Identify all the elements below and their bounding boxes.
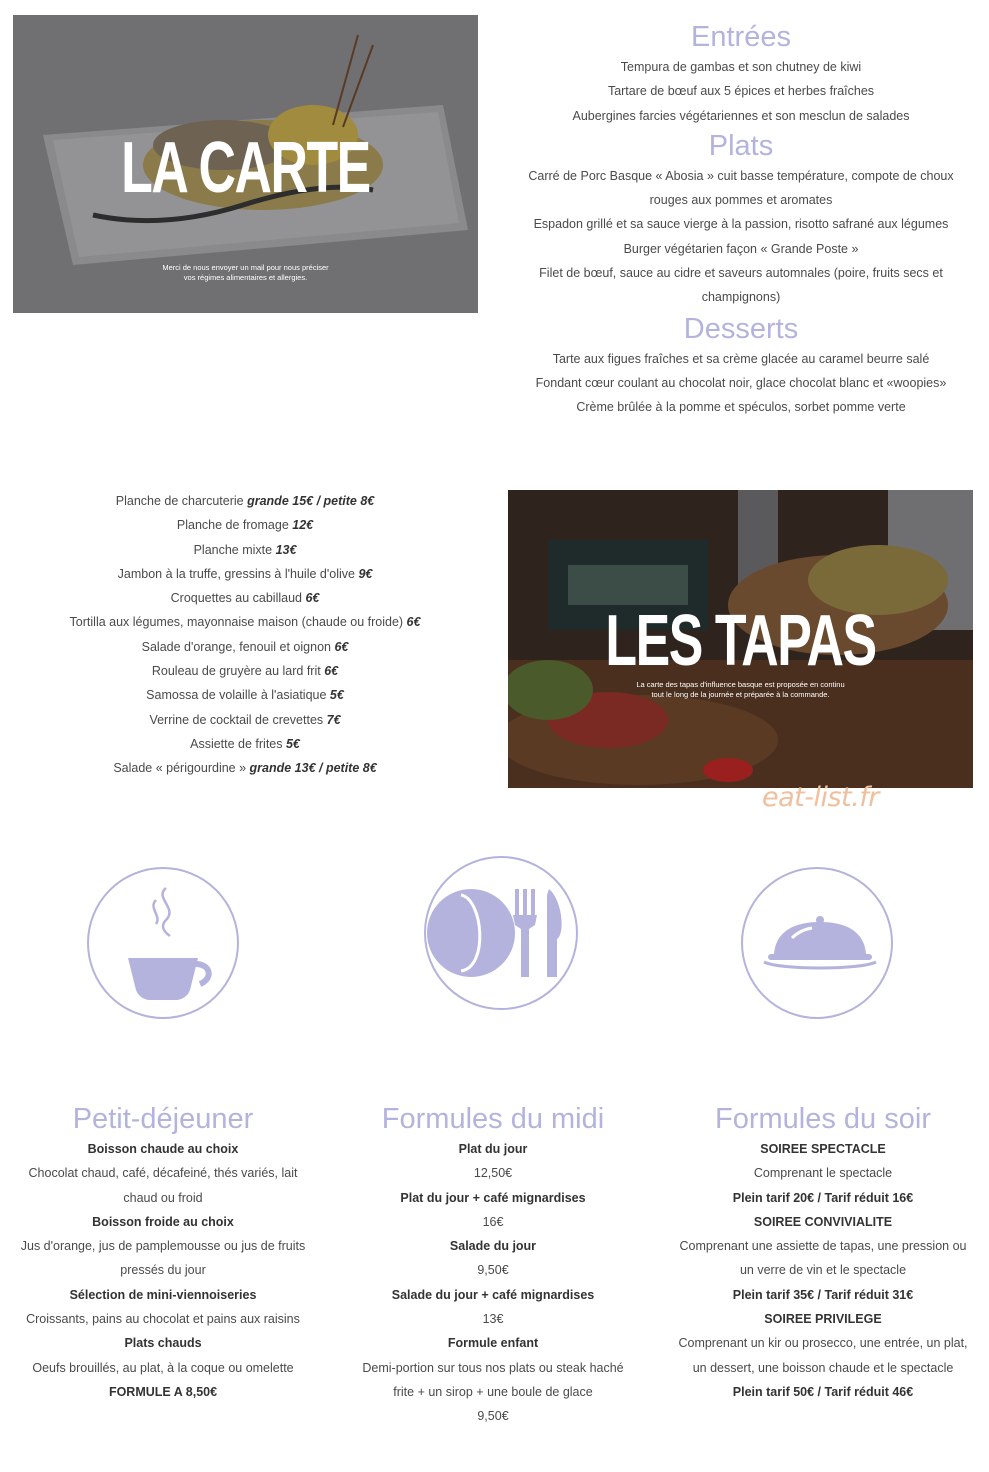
tapas-item-price: grande 15€ / petite 8€ <box>247 494 375 508</box>
formula-detail-line: 9,50€ <box>477 1409 509 1424</box>
tapas-item-price: 5€ <box>329 688 344 703</box>
formula-detail-line: Comprenant un kir ou prosecco, une entrée, un plat, <box>678 1336 968 1351</box>
formules-soir-section <box>663 1100 983 1404</box>
formula-title-line: Plein tarif 20€ / Tarif réduit 16€ <box>732 1190 914 1205</box>
formula-title-line: FORMULE A 8,50€ <box>108 1384 218 1399</box>
formules-soir-lines <box>663 1137 983 1404</box>
plate-cutlery-icon <box>423 855 579 1011</box>
tapas-item <box>40 659 450 683</box>
formula-title-line: SOIREE PRIVILEGE <box>764 1312 882 1327</box>
formula-detail-line: 13€ <box>482 1312 504 1327</box>
formula-detail-line: pressés du jour <box>120 1263 206 1278</box>
formules-midi-heading: Formules du midi <box>381 1103 605 1135</box>
tapas-item-price: 6€ <box>406 615 421 630</box>
formula-detail-line: Chocolat chaud, café, décafeiné, thés variés, lait <box>28 1166 298 1181</box>
formula-title-line: Salade du jour <box>449 1239 537 1254</box>
formula-title-line: Boisson froide au choix <box>92 1214 234 1229</box>
menu-item: Burger végétarien façon « Grande Poste » <box>623 241 859 256</box>
menu-item: Tempura de gambas et son chutney de kiwi <box>620 60 862 74</box>
formules-midi-section <box>333 1100 653 1429</box>
tapas-note-line: La carte des tapas d'influence basque est proposée en continu <box>636 680 845 689</box>
formula-title-line: Plats chauds <box>124 1336 202 1351</box>
formula-title-line: Sélection de mini-viennoiseries <box>69 1287 257 1302</box>
tapas-item-price: 6€ <box>324 664 339 679</box>
la-carte-note-line: vos régimes alimentaires et allergies. <box>183 273 308 282</box>
formula-title-line: SOIREE CONVIVIALITE <box>753 1214 893 1229</box>
menu-item: rouges aux pommes et aromates <box>649 193 833 208</box>
coffee-cup-icon <box>86 866 240 1020</box>
la-carte-note-line: Merci de nous envoyer un mail pour nous préciser <box>162 263 329 272</box>
tapas-item-price: 5€ <box>285 736 300 751</box>
entrees-heading: Entrées <box>691 21 791 53</box>
la-carte-note <box>13 263 478 283</box>
formula-detail-line: Jus d'orange, jus de pamplemousse ou jus de fruits <box>20 1239 306 1254</box>
formula-detail-line: Comprenant une assiette de tapas, une pression ou <box>679 1239 967 1254</box>
tapas-note-line: tout le long de la journée et préparée à la commande. <box>651 690 830 699</box>
menu-item: Tartare de bœuf aux 5 épices et herbes fraîches <box>607 84 875 99</box>
tapas-item <box>40 562 450 586</box>
tapas-item-name: Croquettes au cabillaud <box>170 591 306 606</box>
menu-item: Crème brûlée à la pomme et spéculos, sorbet pomme verte <box>576 400 906 415</box>
formula-detail-line: Croissants, pains au chocolat et pains aux raisins <box>26 1312 300 1327</box>
tapas-item <box>40 708 450 732</box>
menu-item: Tarte aux figues fraîches et sa crème glacée au caramel beurre salé <box>552 351 930 366</box>
menu-item: Fondant cœur coulant au chocolat noir, glace chocolat blanc et «woopies» <box>535 375 947 390</box>
tapas-title: LES TAPAS <box>605 601 876 681</box>
tapas-item-name: Planche de fromage <box>176 518 293 533</box>
tapas-item-price: grande 13€ / petite 8€ <box>249 761 377 776</box>
formula-detail-line: 9,50€ <box>477 1263 509 1278</box>
formula-detail-line: un dessert, une boisson chaude et le spectacle <box>692 1360 954 1375</box>
formules-soir-heading: Formules du soir <box>715 1103 931 1135</box>
cloche-icon <box>740 866 894 1020</box>
petit-dejeuner-lines <box>3 1137 323 1404</box>
tapas-item <box>40 513 450 537</box>
tapas-banner <box>508 490 973 788</box>
formula-title-line: Salade du jour + café mignardises <box>391 1287 595 1302</box>
formula-detail-line: 12,50€ <box>473 1166 513 1181</box>
tapas-item <box>40 683 450 707</box>
tapas-item-price: 9€ <box>358 566 373 581</box>
tapas-item <box>40 586 450 610</box>
menu-item: Filet de bœuf, sauce au cidre et saveurs automnales (poire, fruits secs et <box>539 266 943 281</box>
formula-title-line: Plein tarif 35€ / Tarif réduit 31€ <box>732 1287 914 1302</box>
tapas-item-name: Rouleau de gruyère au lard frit <box>151 664 325 679</box>
tapas-item <box>40 610 450 634</box>
formula-detail-line: un verre de vin et le spectacle <box>739 1263 907 1278</box>
tapas-item <box>40 538 450 562</box>
tapas-item <box>40 732 450 756</box>
menu-item: Carré de Porc Basque « Abosia » cuit basse température, compote de choux <box>528 168 954 183</box>
menu-item: champignons) <box>701 290 781 305</box>
la-carte-title: LA CARTE <box>121 128 370 208</box>
watermark: eat-list.fr <box>762 782 879 813</box>
tapas-item-name: Assiette de frites <box>190 736 286 751</box>
la-carte-banner <box>13 15 478 313</box>
formula-detail-line: Oeufs brouillés, au plat, à la coque ou omelette <box>32 1360 294 1375</box>
petit-dejeuner-heading: Petit-déjeuner <box>72 1103 254 1135</box>
tapas-item-price: 6€ <box>305 591 320 606</box>
tapas-item-name: Tortilla aux légumes, mayonnaise maison (chaude ou froide) <box>69 615 407 630</box>
tapas-item-name: Planche mixte <box>193 542 276 557</box>
formula-title-line: Plat du jour + café mignardises <box>400 1190 586 1205</box>
tapas-note <box>508 680 973 700</box>
tapas-list <box>40 489 450 781</box>
plats-heading: Plats <box>708 129 774 162</box>
formula-detail-line: chaud ou froid <box>123 1190 203 1205</box>
tapas-item-name: Jambon à la truffe, gressins à l'huile d'olive <box>117 566 359 581</box>
tapas-item-price: 7€ <box>326 712 341 727</box>
formula-detail-line: frite + un sirop + une boule de glace <box>393 1384 593 1399</box>
formula-title-line: SOIREE SPECTACLE <box>760 1142 886 1156</box>
carte-menu <box>496 20 986 420</box>
tapas-item-name: Planche de charcuterie <box>115 494 248 508</box>
tapas-item-name: Salade d'orange, fenouil et oignon <box>141 639 335 654</box>
menu-item: Aubergines farcies végétariennes et son mesclun de salades <box>572 108 910 123</box>
menu-item: Espadon grillé et sa sauce vierge à la passion, risotto safrané aux légumes <box>533 217 949 232</box>
formula-detail-line: Comprenant le spectacle <box>753 1166 893 1181</box>
formula-detail-line: 16€ <box>482 1214 504 1229</box>
petit-dejeuner-section <box>3 1100 323 1404</box>
tapas-item-price: 6€ <box>334 639 349 654</box>
formula-title-line: Formule enfant <box>447 1336 539 1351</box>
formula-title-line: Plein tarif 50€ / Tarif réduit 46€ <box>732 1384 914 1399</box>
tapas-item-name: Salade « périgourdine » <box>113 761 250 776</box>
tapas-item <box>40 756 450 780</box>
tapas-item-name: Verrine de cocktail de crevettes <box>149 712 327 727</box>
formula-title-line: Boisson chaude au choix <box>87 1142 239 1156</box>
tapas-item <box>40 489 450 513</box>
formula-detail-line: Demi-portion sur tous nos plats ou steak haché <box>362 1360 624 1375</box>
formula-title-line: Plat du jour <box>458 1142 528 1156</box>
tapas-item-price: 13€ <box>275 542 297 557</box>
tapas-item <box>40 635 450 659</box>
tapas-item-name: Samossa de volaille à l'asiatique <box>146 688 330 703</box>
desserts-heading: Desserts <box>683 312 799 345</box>
formules-midi-lines <box>333 1137 653 1429</box>
tapas-item-price: 12€ <box>292 518 314 533</box>
